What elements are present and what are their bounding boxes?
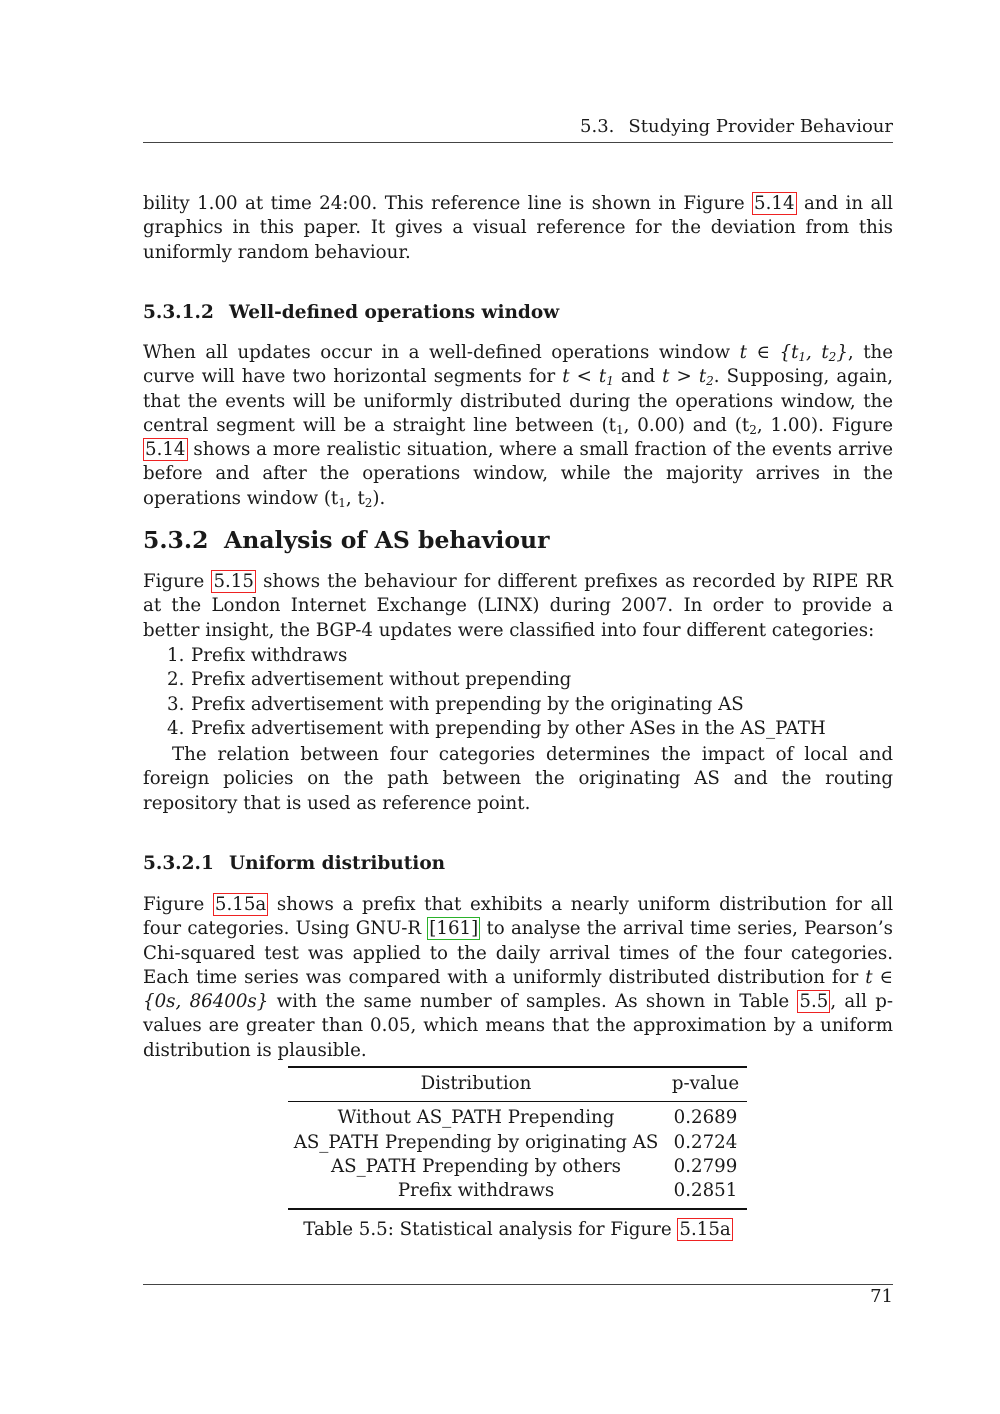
figure-link-5-14[interactable]: 5.14 xyxy=(754,193,795,214)
text-run: Figure xyxy=(143,571,212,592)
figure-link-5-14[interactable]: 5.14 xyxy=(145,439,186,461)
list-item: 3. Prefix advertisement with prepending by the originating AS xyxy=(167,693,744,715)
text-run: and in all graphics in this paper. It gives a visual reference for the deviation from this uniformly random behaviour. xyxy=(143,193,893,263)
table-row xyxy=(288,1155,747,1179)
table-cell: Without AS_PATH Prepending xyxy=(337,1107,615,1129)
table-row xyxy=(288,1131,747,1155)
list-item: 2. Prefix advertisement without prepending xyxy=(167,669,572,691)
text-run: shows a more realistic situation, where a small fraction of the events arrive before and after the operations window, while the majority arrives in the operations window (t xyxy=(143,439,893,509)
figure-link-5-15[interactable]: 5.15 xyxy=(213,571,254,592)
table-row xyxy=(288,1179,747,1203)
table-cell: AS_PATH Prepending by others xyxy=(330,1155,622,1177)
table-header xyxy=(288,1068,747,1101)
paragraph-operations-window: When all updates occur in a well-defined operations window t ∈ {$t_1$, $t_2$}, the curve will have two horizontal segments for $t < t_1$ and $t > t_2$. Supposing, again, that the events will be uniformly distributed during the operations window, the central segment will be a straight line between ($t_1$, 0.00) and ($t_2$, 1.00). Figure 5.14 shows a more realistic situation, where a small fraction of the events arrive before and after the operations window, while the majority arrives in the operations window ($t_1$, $t_2$). xyxy=(143,342,893,510)
math-inline: t ∈ {0s, 86400s} xyxy=(143,966,893,1013)
paragraph-uniform-distribution xyxy=(143,893,893,1063)
text-run: , t xyxy=(345,487,365,509)
header-section-title: Studying Provider Behaviour xyxy=(628,116,893,137)
text-run: ). xyxy=(372,487,386,509)
table-cell: 0.2851 xyxy=(673,1180,738,1202)
table-cell: 0.2799 xyxy=(673,1155,738,1177)
column-header-distribution: Distribution xyxy=(420,1073,532,1094)
text-run: bility 1.00 at time 24:00. This reference line is shown in Figure xyxy=(143,193,753,214)
math-inline: $t < t_1$ xyxy=(562,366,614,389)
math-inline: $t > t_2$ xyxy=(662,366,714,389)
table-link-5-5[interactable]: 5.5 xyxy=(799,991,829,1013)
heading-title: Analysis of AS behaviour xyxy=(224,526,550,554)
table-cell: AS_PATH Prepending by originating AS xyxy=(293,1131,659,1153)
running-header xyxy=(580,116,893,137)
text-run: , the curve will have two horizontal segments for xyxy=(143,342,893,388)
figure-link-5-15a[interactable]: 5.15a xyxy=(679,1219,731,1240)
page-number: 71 xyxy=(870,1286,893,1307)
paragraph-reference-line xyxy=(143,192,893,265)
text-run: shows a prefix that exhibits a nearly uniform distribution for all four categories. Using GNU-R xyxy=(143,894,894,940)
column-header-p-value: p-value xyxy=(671,1073,740,1094)
paragraph-as-behaviour xyxy=(143,570,893,643)
subsubsection-heading-operations-window xyxy=(143,302,559,323)
figure-link-5-15a[interactable]: 5.15a xyxy=(214,894,267,915)
text-run: , 1.00). Figure xyxy=(756,414,893,436)
table-cell: 0.2689 xyxy=(673,1107,738,1129)
statistics-table xyxy=(288,1066,747,1210)
subsection-heading-as-behaviour xyxy=(143,526,549,554)
text-run: with the same number of samples. As shown in Table xyxy=(268,991,798,1013)
subsubsection-heading-uniform-distribution xyxy=(143,853,445,874)
heading-number: 5.3.2.1 xyxy=(143,853,214,874)
text-run: When all updates occur in a well-defined operations window xyxy=(143,342,740,363)
category-list xyxy=(167,644,826,741)
paragraph-category-relation: The relation between four categories determines the impact of local and foreign policies on the path between the originating AS and the routing repository that is used as reference point. xyxy=(143,744,893,814)
text-run: , 0.00) and (t xyxy=(623,414,750,436)
table-caption xyxy=(143,1219,893,1240)
heading-number: 5.3.1.2 xyxy=(143,302,214,323)
citation-link-161[interactable]: [161] xyxy=(429,918,479,940)
math-inline: t ∈ {$t_1$, $t_2$} xyxy=(739,342,848,364)
table-bottom-rule xyxy=(288,1208,747,1210)
heading-title: Uniform distribution xyxy=(229,853,446,874)
table-header-row xyxy=(288,1072,747,1096)
table-body xyxy=(288,1102,747,1208)
table-cell: 0.2724 xyxy=(673,1131,738,1153)
table-cell: Prefix withdraws xyxy=(397,1180,555,1202)
header-rule xyxy=(143,142,893,143)
list-item: 4. Prefix advertisement with prepending by other ASes in the AS_PATH xyxy=(167,717,826,739)
footer-rule xyxy=(143,1284,893,1285)
heading-title: Well-defined operations window xyxy=(229,302,560,323)
text-run: Figure xyxy=(143,894,213,915)
text-run: , all p-values are greater than 0.05, which means that the approximation by a uniform distribution is plausible. xyxy=(143,991,894,1061)
text-run: . Supposing, again, that the events will be uniformly distributed during the operations window, the central segment will be a straight line between (t xyxy=(143,366,893,436)
heading-number: 5.3.2 xyxy=(143,526,209,554)
caption-text: Table 5.5: Statistical analysis for Figure xyxy=(303,1219,678,1240)
list-item: 1. Prefix withdraws xyxy=(167,645,348,666)
header-section-number: 5.3. xyxy=(580,116,615,137)
text-run: shows the behaviour for different prefixes as recorded by RIPE RR at the London Internet Exchange (LINX) during 2007. In order to provide a better insight, the BGP-4 updates were classified into four different categories: xyxy=(143,571,894,641)
table-row xyxy=(288,1106,747,1130)
text-run: and xyxy=(613,366,663,388)
text-run: to analyse the arrival time series, Pearson’s Chi-squared test was applied to the daily arrival times of the four categories. Each time series was compared with a uniformly distributed distribution for xyxy=(143,918,894,988)
